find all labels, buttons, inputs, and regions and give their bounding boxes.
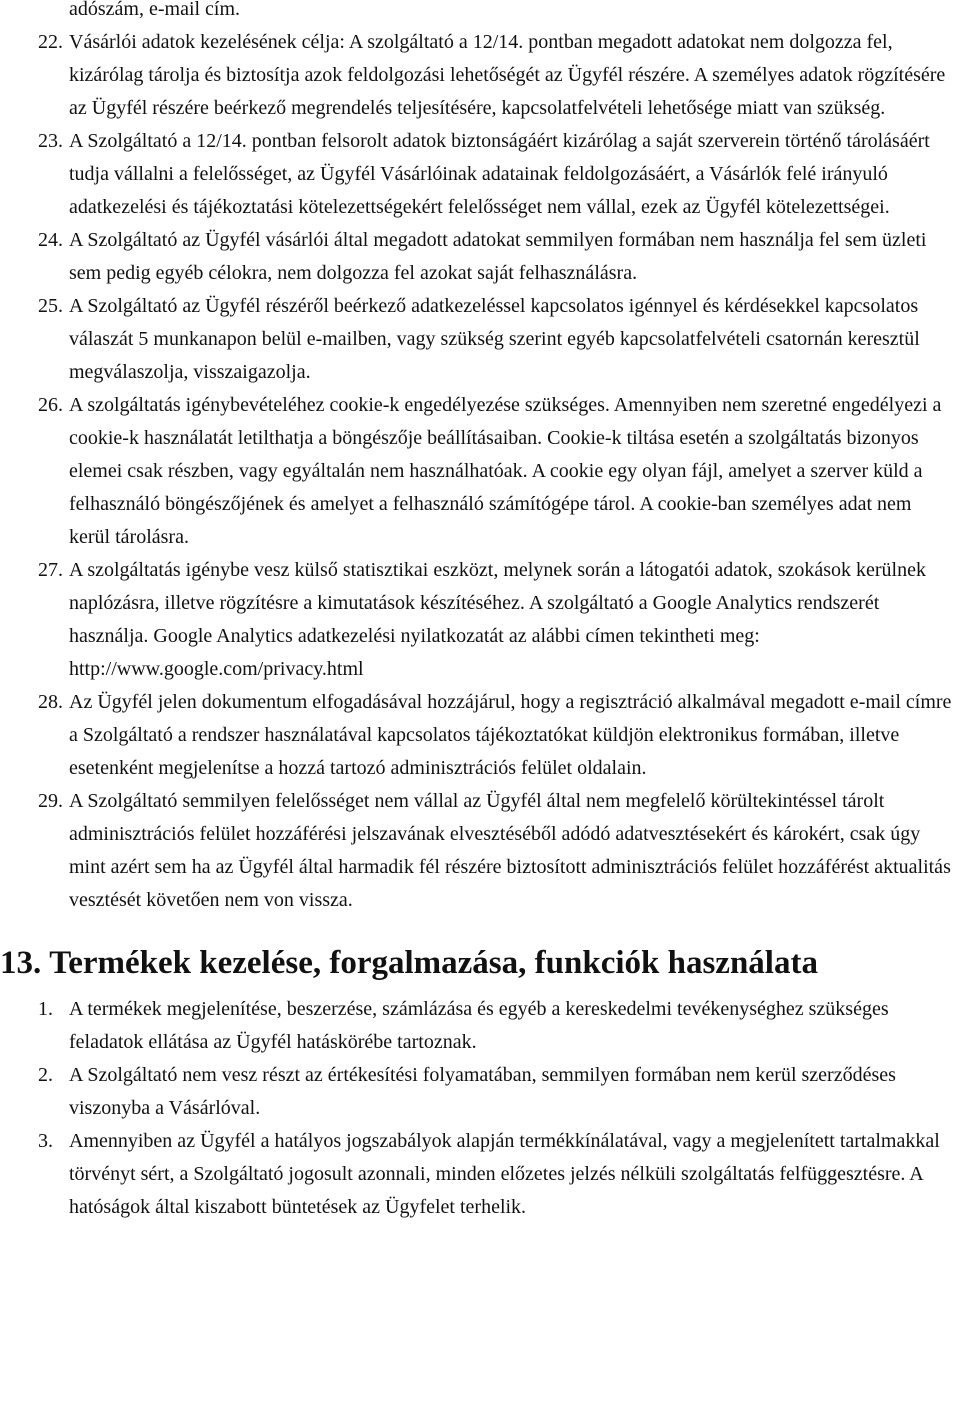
item-text: Az Ügyfél jelen dokumentum elfogadásával hozzájárul, hogy a regisztráció alkalmával megadott e-mail címre a Szolgáltató a rendszer használatával kapcsolatos tájékoztatókat küldjön elektronikus formában, illetve esetenként megjelenítse a hozzá tartozó adminisztrációs felület oldalain. bbox=[69, 691, 952, 779]
list-item-29 bbox=[0, 785, 960, 917]
item-number: 28. bbox=[38, 691, 63, 713]
item-text: A Szolgáltató az Ügyfél vásárlói által megadott adatokat semmilyen formában nem használja fel sem üzleti sem pedig egyéb célokra, nem dolgozza fel azokat saját felhasználásra. bbox=[69, 229, 927, 284]
item-text: Amennyiben az Ügyfél a hatályos jogszabályok alapján termékkínálatával, vagy a megjelenített tartalmakkal törvényt sért, a Szolgáltató jogosult azonnali, minden előzetes jelzés nélküli szolgáltatás felfüggesztésre. A hatóságok által kiszabott büntetések az Ügyfelet terhelik. bbox=[69, 1130, 940, 1218]
item-number: 3. bbox=[38, 1130, 53, 1152]
item-text: A szolgáltatás igénybevételéhez cookie-k engedélyezése szükséges. Amennyiben nem szeretné engedélyezi a cookie-k használatát letilthatja a böngészője beállításaiban. Cookie-k tiltása esetén a szolgáltatás bizonyos elemei csak részben, vagy egyáltalán nem használhatóak. A cookie egy olyan fájl, amelyet a szerver küld a felhasználó böngészőjének és amelyet a felhasználó számítógépe tárol. A cookie-ban személyes adat nem kerül tárolásra. bbox=[69, 394, 942, 548]
section-13-list bbox=[0, 993, 960, 1224]
item-number: 2. bbox=[38, 1064, 53, 1086]
section-heading bbox=[0, 943, 960, 983]
item-text: Vásárlói adatok kezelésének célja: A szolgáltató a 12/14. pontban megadott adatokat nem dolgozza fel, kizárólag tárolja és biztosítja azok feldolgozási lehetőségét az Ügyfél részére. A személyes adatok rögzítésére az Ügyfél részére beérkező megrendelés teljesítésére, kapcsolatfelvételi lehetősége miatt van szükség. bbox=[69, 31, 946, 119]
item-text: A termékek megjelenítése, beszerzése, számlázása és egyéb a kereskedelmi tevékenységhez szükséges feladatok ellátása az Ügyfél hatáskörébe tartoznak. bbox=[69, 998, 889, 1053]
fragment-text: adószám, e-mail cím. bbox=[69, 0, 241, 20]
list-item-3 bbox=[0, 1125, 960, 1224]
item-number: 26. bbox=[38, 394, 63, 416]
list-item-2 bbox=[0, 1059, 960, 1125]
item-number: 23. bbox=[38, 130, 63, 152]
item-number: 22. bbox=[38, 31, 63, 53]
list-item-24 bbox=[0, 224, 960, 290]
list-item-27 bbox=[0, 554, 960, 686]
item-text: A Szolgáltató semmilyen felelősséget nem vállal az Ügyfél által nem megfelelő körültekintéssel tárolt adminisztrációs felület hozzáférési jelszavának elvesztéséből adódó adatvesztésekért és károkért, csak úgy mint azért sem ha az Ügyfél által harmadik fél részére biztosított adminisztrációs felület hozzáférést aktualitás vesztését követően nem von vissza. bbox=[69, 790, 951, 911]
item-number: 25. bbox=[38, 295, 63, 317]
item-number: 24. bbox=[38, 229, 63, 251]
section-title: Termékek kezelése, forgalmazása, funkciók használata bbox=[49, 945, 818, 981]
list-item-23 bbox=[0, 125, 960, 224]
item-number: 29. bbox=[38, 790, 63, 812]
list-item-28 bbox=[0, 686, 960, 785]
list-item-fragment bbox=[0, 0, 960, 26]
item-text: A Szolgáltató a 12/14. pontban felsorolt adatok biztonságáért kizárólag a saját szerverein történő tárolásáért tudja vállalni a felelősséget, az Ügyfél Vásárlóinak adatainak feldolgozásáért, a Vásárlók felé irányuló adatkezelési és tájékoztatási kötelezettségekért felelősséget nem vállal, ezek az Ügyfél kötelezettségei. bbox=[69, 130, 930, 218]
list-item-22 bbox=[0, 26, 960, 125]
list-item-1 bbox=[0, 993, 960, 1059]
item-text: A Szolgáltató nem vesz részt az értékesítési folyamatában, semmilyen formában nem kerül szerződéses viszonyba a Vásárlóval. bbox=[69, 1064, 896, 1119]
item-text: A szolgáltatás igénybe vesz külső statisztikai eszközt, melynek során a látogatói adatok, szokások kerülnek naplózásra, illetve rögzítésre a kimutatások készítéséhez. A szolgáltató a Google Analytics rendszerét használja. Google Analytics adatkezelési nyilatkozatát az alábbi címen tekintheti meg: http://www.google.com/privacy.html bbox=[69, 559, 926, 680]
item-number: 27. bbox=[38, 559, 63, 581]
list-item-26 bbox=[0, 389, 960, 554]
item-number: 1. bbox=[38, 998, 53, 1020]
section-number: 13. bbox=[0, 945, 42, 981]
list-item-25 bbox=[0, 290, 960, 389]
item-text: A Szolgáltató az Ügyfél részéről beérkező adatkezeléssel kapcsolatos igénnyel és kérdésekkel kapcsolatos válaszát 5 munkanapon belül e-mailben, vagy szükség szerint egyéb kapcsolatfelvételi csatornán keresztül megválaszolja, visszaigazolja. bbox=[69, 295, 920, 383]
